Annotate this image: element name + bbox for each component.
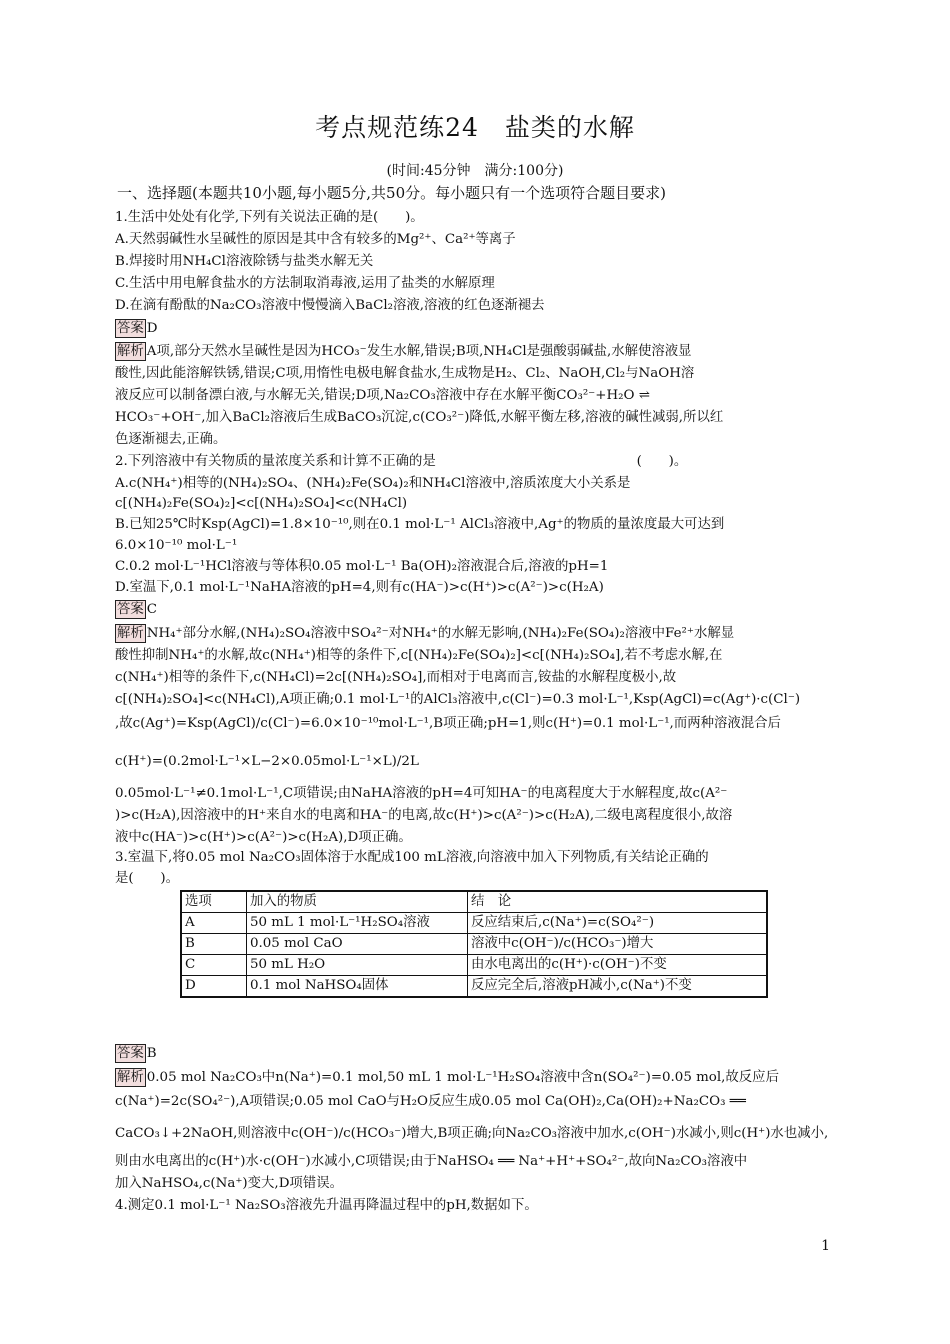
option-line: 6.0×10⁻¹⁰ mol·L⁻¹	[115, 538, 238, 553]
analysis-text: )>c(H₂A),因溶液中的H⁺来自水的电离和HA⁻的电离,故c(H⁺)>c(A²⁻)>c(H₂A),二级电离程度很小,故溶	[115, 808, 733, 823]
option-line: A.c(NH₄⁺)相等的(NH₄)₂SO₄、(NH₄)₂Fe(SO₄)₂和NH₄Cl溶液中,溶质浓度大小关系是	[115, 476, 631, 491]
table-row	[181, 955, 767, 976]
table-row	[181, 976, 767, 998]
analysis-text: A项,部分天然水呈碱性是因为HCO₃⁻发生水解,错误;B项,NH₄Cl是强酸弱碱盐,水解使溶液显	[146, 344, 692, 359]
answer-line	[115, 319, 845, 339]
option-line: B.已知25℃时Ksp(AgCl)=1.8×10⁻¹⁰,则在0.1 mol·L⁻¹ AlCl₃溶液中,Ag⁺的物质的量浓度最大可达到	[115, 517, 725, 532]
analysis-text: HCO₃⁻+OH⁻,加入BaCl₂溶液后生成BaCO₃沉淀,c(CO₃²⁻)降低,水解平衡左移,溶液的碱性减弱,所以红	[115, 410, 724, 425]
answer-tag: 答案	[117, 321, 144, 336]
table-header-cell: 选项	[181, 891, 247, 913]
answer-tag: 答案	[117, 602, 144, 617]
table-header-cell: 结 论	[468, 891, 768, 913]
table-cell: 0.1 mol NaHSO₄固体	[247, 976, 468, 998]
analysis-text: c(NH₄⁺)相等的条件下,c(NH₄Cl)=2c[(NH₄)₂SO₄],而相对于电离而言,铵盐的水解程度极小,故	[115, 670, 677, 685]
question-1-stem: 1.生活中处处有化学,下列有关说法正确的是( )。	[115, 210, 424, 225]
option-line: D.室温下,0.1 mol·L⁻¹NaHA溶液的pH=4,则有c(HA⁻)>c(H⁺)>c(A²⁻)>c(H₂A)	[115, 580, 604, 595]
table-cell: A	[181, 913, 247, 934]
analysis-text: 加入NaHSO₄,c(Na⁺)变大,D项错误。	[115, 1176, 343, 1191]
analysis-text: 色逐渐褪去,正确。	[115, 432, 227, 447]
formula-line: c(H⁺)=(0.2mol·L⁻¹×L−2×0.05mol·L⁻¹×L)/2L	[115, 754, 419, 769]
answer-value: C	[146, 602, 158, 617]
option-line: c[(NH₄)₂Fe(SO₄)₂]<c[(NH₄)₂SO₄]<c(NH₄Cl)	[115, 496, 408, 511]
option-line: A.天然弱碱性水呈碱性的原因是其中含有较多的Mg²⁺、Ca²⁺等离子	[115, 232, 516, 247]
analysis-text: 0.05 mol Na₂CO₃中n(Na⁺)=0.1 mol,50 mL 1 mol·L⁻¹H₂SO₄溶液中含n(SO₄²⁻)=0.05 mol,故反应后	[146, 1070, 779, 1085]
analysis-text: 液中c(HA⁻)>c(H⁺)>c(A²⁻)>c(H₂A),D项正确。	[115, 830, 412, 845]
analysis-line	[115, 1068, 845, 1088]
analysis-tag: 解析	[117, 344, 144, 359]
option-line: D.在滴有酚酞的Na₂CO₃溶液中慢慢滴入BaCl₂溶液,溶液的红色逐渐褪去	[115, 298, 545, 313]
analysis-text: 则由水电离出的c(H⁺)水·c(OH⁻)水减小,C项错误;由于NaHSO₄ ══ Na⁺+H⁺+SO₄²⁻,故向Na₂CO₃溶液中	[115, 1154, 748, 1169]
table-cell: D	[181, 976, 247, 998]
answer-tag: 答案	[117, 1046, 144, 1061]
question-3-stem: 3.室温下,将0.05 mol Na₂CO₃固体溶于水配成100 mL溶液,向溶液中加入下列物质,有关结论正确的	[115, 850, 709, 865]
table-header-row	[181, 891, 767, 913]
table-cell: 50 mL H₂O	[247, 955, 468, 976]
table-header-cell: 加入的物质	[247, 891, 468, 913]
table-cell: 溶液中c(OH⁻)/c(HCO₃⁻)增大	[468, 934, 768, 955]
exam-meta: (时间:45分钟 满分:100分)	[386, 163, 564, 179]
table-cell: 反应结束后,c(Na⁺)=c(SO₄²⁻)	[468, 913, 768, 934]
table-cell: 反应完全后,溶液pH减小,c(Na⁺)不变	[468, 976, 768, 998]
analysis-tag: 解析	[117, 1070, 144, 1085]
question-3-stem: 是( )。	[115, 871, 180, 886]
analysis-tag: 解析	[117, 626, 144, 641]
analysis-line	[115, 342, 845, 362]
table-row	[181, 913, 767, 934]
analysis-text: c[(NH₄)₂SO₄]<c(NH₄Cl),A项正确;0.1 mol·L⁻¹的AlCl₃溶液中,c(Cl⁻)=0.3 mol·L⁻¹,Ksp(AgCl)=c(Ag⁺)·c(Cl⁻)	[115, 692, 801, 707]
page-title: 考点规范练24 盐类的水解	[315, 113, 635, 142]
answer-value: D	[146, 321, 158, 336]
analysis-text: 液反应可以制备漂白液,与水解无关,错误;D项,Na₂CO₃溶液中存在水解平衡CO₃²⁻+H₂O ⇌	[115, 388, 650, 403]
answer-line	[115, 1044, 845, 1064]
analysis-text: CaCO₃↓+2NaOH,则溶液中c(OH⁻)/c(HCO₃⁻)增大,B项正确;向Na₂CO₃溶液中加水,c(OH⁻)水减小,则c(H⁺)水也减小,	[115, 1126, 829, 1141]
table-cell: B	[181, 934, 247, 955]
options-table	[180, 890, 768, 998]
analysis-text: 酸性抑制NH₄⁺的水解,故c(NH₄⁺)相等的条件下,c[(NH₄)₂Fe(SO₄)₂]<c[(NH₄)₂SO₄],若不考虑水解,在	[115, 648, 723, 663]
option-line: C.生活中用电解食盐水的方法制取消毒液,运用了盐类的水解原理	[115, 276, 495, 291]
analysis-text: 0.05mol·L⁻¹≠0.1mol·L⁻¹,C项错误;由NaHA溶液的pH=4可知HA⁻的电离程度大于水解程度,故c(A²⁻	[115, 786, 728, 801]
analysis-text: c(Na⁺)=2c(SO₄²⁻),A项错误;0.05 mol CaO与H₂O反应生成0.05 mol Ca(OH)₂,Ca(OH)₂+Na₂CO₃ ══	[115, 1094, 746, 1109]
analysis-line	[115, 624, 845, 644]
page-number: 1	[821, 1238, 830, 1254]
question-4-stem: 4.测定0.1 mol·L⁻¹ Na₂SO₃溶液先升温再降温过程中的pH,数据如下。	[115, 1198, 538, 1213]
table-cell: 由水电离出的c(H⁺)·c(OH⁻)不变	[468, 955, 768, 976]
table-cell: 0.05 mol CaO	[247, 934, 468, 955]
analysis-text: NH₄⁺部分水解,(NH₄)₂SO₄溶液中SO₄²⁻对NH₄⁺的水解无影响,(NH₄)₂Fe(SO₄)₂溶液中Fe²⁺水解显	[146, 626, 735, 641]
analysis-text: ,故c(Ag⁺)=Ksp(AgCl)/c(Cl⁻)=6.0×10⁻¹⁰mol·L⁻¹,B项正确;pH=1,则c(H⁺)=0.1 mol·L⁻¹,而两种溶液混合后	[115, 716, 781, 731]
option-line: B.焊接时用NH₄Cl溶液除锈与盐类水解无关	[115, 254, 374, 269]
option-line: C.0.2 mol·L⁻¹HCl溶液与等体积0.05 mol·L⁻¹ Ba(OH)₂溶液混合后,溶液的pH=1	[115, 559, 609, 574]
section-heading: 一、选择题(本题共10小题,每小题5分,共50分。每小题只有一个选项符合题目要求)	[117, 184, 666, 202]
answer-line	[115, 600, 845, 620]
question-2-stem: 2.下列溶液中有关物质的量浓度关系和计算不正确的是 ( )。	[115, 454, 688, 469]
table-row	[181, 934, 767, 955]
analysis-text: 酸性,因此能溶解铁锈,错误;C项,用惰性电极电解食盐水,生成物是H₂、Cl₂、NaOH,Cl₂与NaOH溶	[115, 366, 695, 381]
table-cell: C	[181, 955, 247, 976]
answer-value: B	[146, 1046, 157, 1061]
table-cell: 50 mL 1 mol·L⁻¹H₂SO₄溶液	[247, 913, 468, 934]
